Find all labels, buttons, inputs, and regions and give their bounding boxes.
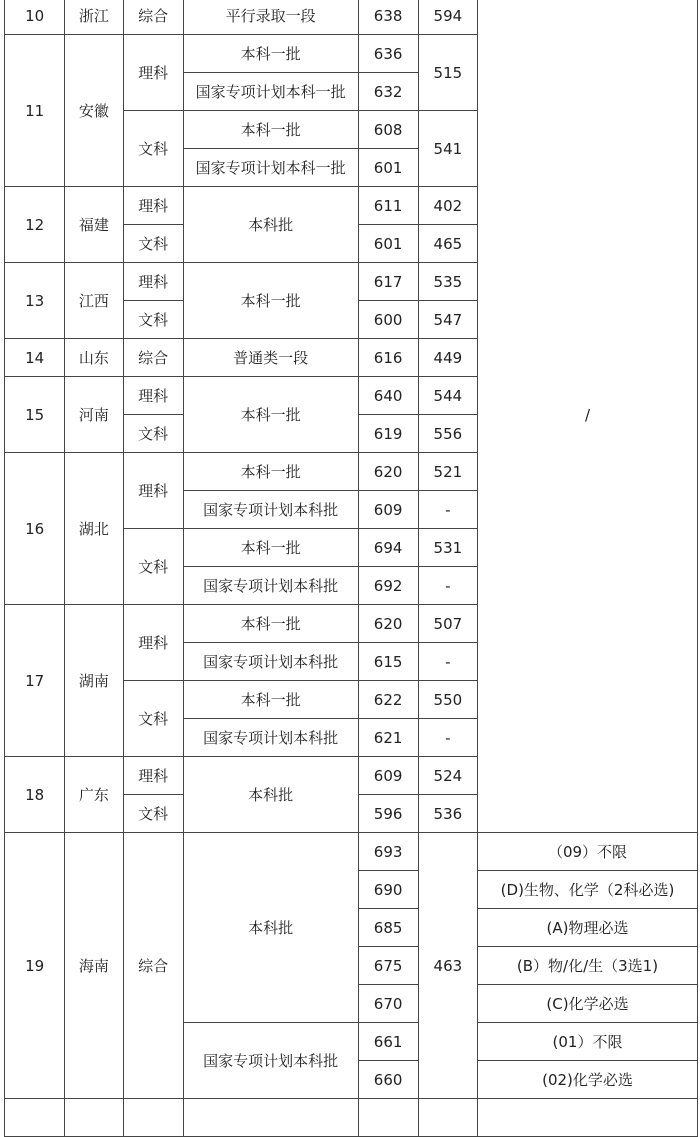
batch-name: 本科批: [183, 833, 358, 1023]
subject-type: 理科: [123, 187, 183, 225]
control-line: -: [418, 491, 477, 529]
subject-requirement: (A)物理必选: [478, 909, 698, 947]
min-score: 620: [358, 605, 418, 643]
province-name: 福建: [65, 187, 123, 263]
subject-requirement: (02)化学必选: [478, 1061, 698, 1099]
batch-name: 本科一批: [183, 263, 358, 339]
row-number: 10: [5, 0, 65, 35]
subject-requirement: (01）不限: [478, 1023, 698, 1061]
row-number: 12: [5, 187, 65, 263]
subject-type: 文科: [123, 225, 183, 263]
batch-name: 国家专项计划本科批: [183, 491, 358, 529]
batch-name: 本科一批: [183, 681, 358, 719]
control-line: 556: [418, 415, 477, 453]
province-name: 湖南: [65, 605, 123, 757]
control-line: 531: [418, 529, 477, 567]
min-score: 596: [358, 795, 418, 833]
control-line: 449: [418, 339, 477, 377]
min-score: 609: [358, 491, 418, 529]
min-score: 608: [358, 111, 418, 149]
row-number: 17: [5, 605, 65, 757]
batch-name: 普通类一段: [183, 339, 358, 377]
control-line: 535: [418, 263, 477, 301]
control-line: 463: [418, 833, 477, 1099]
batch-name: 本科批: [183, 187, 358, 263]
table-row: [5, 1099, 698, 1137]
subject-type: 综合: [123, 0, 183, 35]
batch-name: 国家专项计划本科批: [183, 719, 358, 757]
batch-name: 国家专项计划本科批: [183, 567, 358, 605]
min-score: 632: [358, 73, 418, 111]
batch-name: 国家专项计划本科一批: [183, 149, 358, 187]
min-score: 621: [358, 719, 418, 757]
control-line: 507: [418, 605, 477, 643]
min-score: 670: [358, 985, 418, 1023]
batch-name: 本科一批: [183, 377, 358, 453]
control-line: 541: [418, 111, 477, 187]
province-name: 河南: [65, 377, 123, 453]
subject-type: 综合: [123, 339, 183, 377]
batch-name: 本科一批: [183, 35, 358, 73]
min-score: 675: [358, 947, 418, 985]
min-score: 640: [358, 377, 418, 415]
control-line: 550: [418, 681, 477, 719]
min-score: 620: [358, 453, 418, 491]
control-line: 515: [418, 35, 477, 111]
province-name: 海南: [65, 833, 123, 1099]
min-score: 600: [358, 301, 418, 339]
province-name: 广东: [65, 757, 123, 833]
min-score: 601: [358, 225, 418, 263]
min-score: 617: [358, 263, 418, 301]
min-score: 611: [358, 187, 418, 225]
subject-type: 理科: [123, 605, 183, 681]
control-line: 544: [418, 377, 477, 415]
control-line: 524: [418, 757, 477, 795]
row-number: 11: [5, 35, 65, 187]
subject-requirement: (C)化学必选: [478, 985, 698, 1023]
control-line: -: [418, 719, 477, 757]
subject-type: 文科: [123, 795, 183, 833]
row-number: 19: [5, 833, 65, 1099]
control-line: 536: [418, 795, 477, 833]
batch-name: 本科批: [183, 757, 358, 833]
min-score: 619: [358, 415, 418, 453]
row-number: 18: [5, 757, 65, 833]
batch-name: 本科一批: [183, 529, 358, 567]
subject-type: 文科: [123, 111, 183, 187]
table-row: [5, 833, 698, 871]
min-score: 690: [358, 871, 418, 909]
control-line: -: [418, 567, 477, 605]
min-score: 661: [358, 1023, 418, 1061]
subject-requirement: (B）物/化/生（3选1): [478, 947, 698, 985]
batch-name: 平行录取一段: [183, 0, 358, 35]
control-line: 402: [418, 187, 477, 225]
batch-name: 国家专项计划本科一批: [183, 73, 358, 111]
batch-name: 国家专项计划本科批: [183, 643, 358, 681]
batch-name: 本科一批: [183, 605, 358, 643]
row-number: 15: [5, 377, 65, 453]
min-score: 622: [358, 681, 418, 719]
subject-requirement: (D)生物、化学（2科必选): [478, 871, 698, 909]
subject-requirement: （09）不限: [478, 833, 698, 871]
min-score: 693: [358, 833, 418, 871]
batch-name: 本科一批: [183, 111, 358, 149]
subject-type: 理科: [123, 377, 183, 415]
subject-type: 理科: [123, 263, 183, 301]
province-name: 安徽: [65, 35, 123, 187]
min-score: 615: [358, 643, 418, 681]
subject-type: 理科: [123, 453, 183, 529]
subject-type: 综合: [123, 833, 183, 1099]
control-line: 521: [418, 453, 477, 491]
subject-type: 文科: [123, 415, 183, 453]
control-line: -: [418, 643, 477, 681]
control-line: 594: [418, 0, 477, 35]
min-score: 638: [358, 0, 418, 35]
province-name: 江西: [65, 263, 123, 339]
row-number: 16: [5, 453, 65, 605]
province-name: 山东: [65, 339, 123, 377]
province-name: 浙江: [65, 0, 123, 35]
table-row: [5, 0, 698, 35]
min-score: 660: [358, 1061, 418, 1099]
control-line: 547: [418, 301, 477, 339]
province-name: 湖北: [65, 453, 123, 605]
subject-type: 文科: [123, 681, 183, 757]
control-line: 465: [418, 225, 477, 263]
min-score: 636: [358, 35, 418, 73]
min-score: 601: [358, 149, 418, 187]
subject-type: 理科: [123, 35, 183, 111]
min-score: 694: [358, 529, 418, 567]
subject-type: 理科: [123, 757, 183, 795]
shared-note: /: [478, 0, 698, 833]
batch-name: 本科一批: [183, 453, 358, 491]
min-score: 616: [358, 339, 418, 377]
subject-type: 文科: [123, 529, 183, 605]
row-number: 13: [5, 263, 65, 339]
min-score: 685: [358, 909, 418, 947]
batch-name: 国家专项计划本科批: [183, 1023, 358, 1099]
subject-type: 文科: [123, 301, 183, 339]
admission-score-table: [4, 0, 698, 1137]
row-number: 14: [5, 339, 65, 377]
min-score: 692: [358, 567, 418, 605]
min-score: 609: [358, 757, 418, 795]
